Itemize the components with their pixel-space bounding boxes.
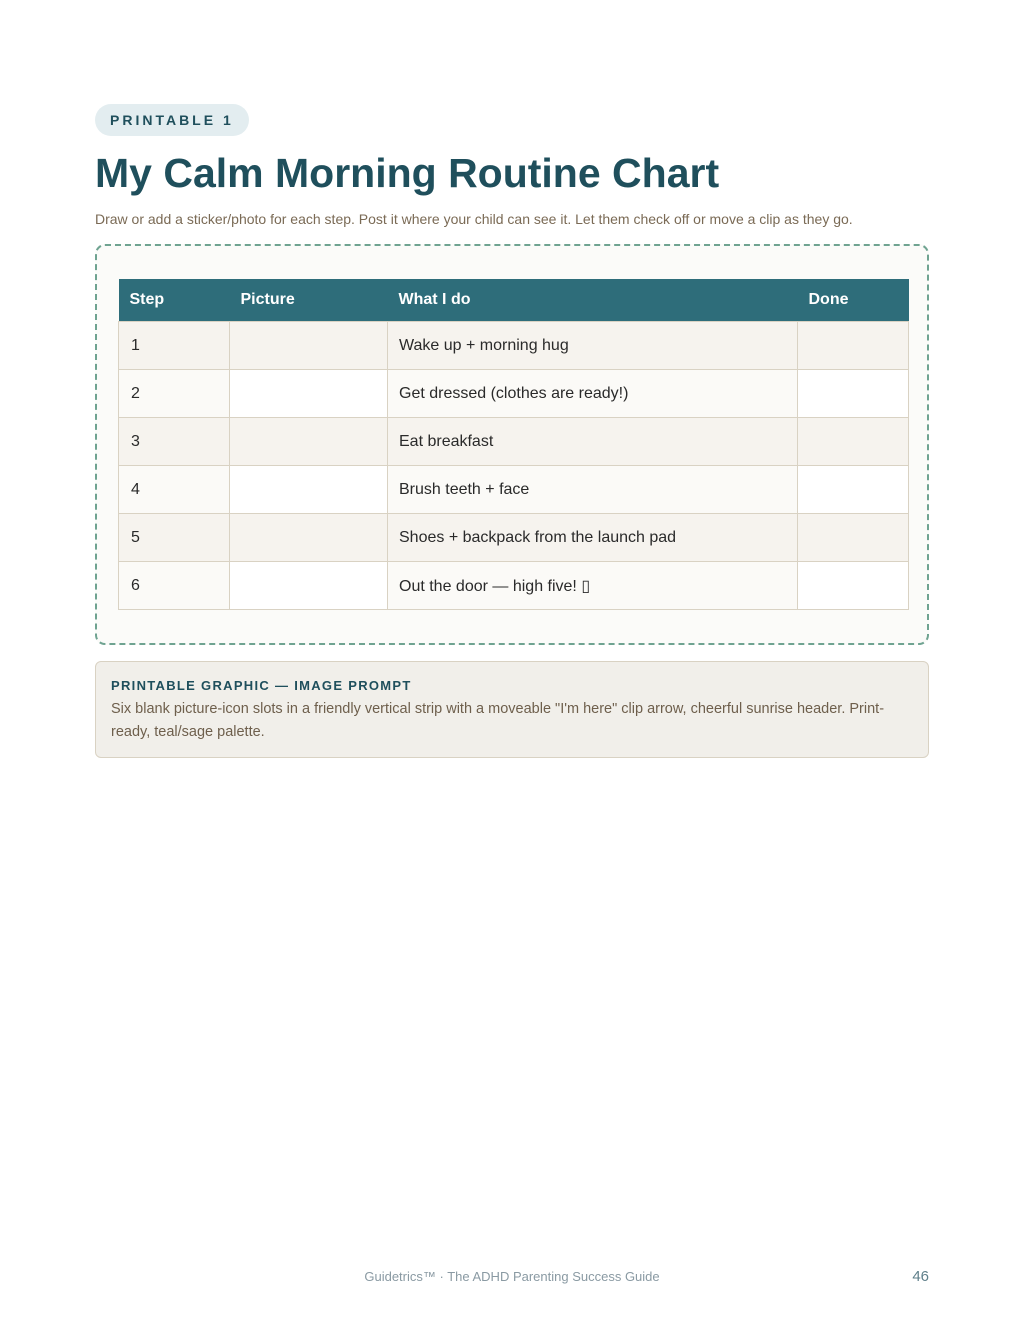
- routine-chart-box: [95, 244, 929, 645]
- page-number: 46: [912, 1268, 929, 1285]
- done-checkbox-cell[interactable]: [798, 514, 909, 562]
- done-checkbox-cell[interactable]: [798, 322, 909, 370]
- header-what-i-do: What I do: [388, 279, 798, 322]
- task-text: Wake up + morning hug: [388, 322, 798, 370]
- table-row: [119, 370, 909, 418]
- picture-slot[interactable]: [230, 418, 388, 466]
- picture-slot[interactable]: [230, 562, 388, 610]
- done-checkbox-cell[interactable]: [798, 466, 909, 514]
- table-row: [119, 514, 909, 562]
- table-row: [119, 562, 909, 610]
- routine-table: [118, 279, 909, 610]
- page-subtitle: Draw or add a sticker/photo for each step. Post it where your child can see it. Let them check off or move a clip as they go.: [95, 211, 853, 227]
- picture-slot[interactable]: [230, 514, 388, 562]
- done-checkbox-cell[interactable]: [798, 370, 909, 418]
- step-number: 2: [119, 370, 230, 418]
- table-header-row: [119, 279, 909, 322]
- step-number: 6: [119, 562, 230, 610]
- page-title: My Calm Morning Routine Chart: [95, 150, 720, 196]
- step-number: 3: [119, 418, 230, 466]
- table-row: [119, 322, 909, 370]
- step-number: 1: [119, 322, 230, 370]
- done-checkbox-cell[interactable]: [798, 562, 909, 610]
- page-content: [95, 104, 929, 758]
- task-text: Get dressed (clothes are ready!): [388, 370, 798, 418]
- task-text: Brush teeth + face: [388, 466, 798, 514]
- task-text: Eat breakfast: [388, 418, 798, 466]
- image-prompt-box: [95, 661, 929, 758]
- table-row: [119, 418, 909, 466]
- task-text: Out the door — high five! ▯: [388, 562, 798, 610]
- printable-badge: PRINTABLE 1: [95, 104, 249, 136]
- task-text: Shoes + backpack from the launch pad: [388, 514, 798, 562]
- step-number: 4: [119, 466, 230, 514]
- header-step: Step: [119, 279, 230, 322]
- image-prompt-body: Six blank picture-icon slots in a friendly vertical strip with a moveable "I'm here" clip arrow, cheerful sunrise header. Print-ready, teal/sage palette.: [111, 701, 885, 740]
- picture-slot[interactable]: [230, 322, 388, 370]
- done-checkbox-cell[interactable]: [798, 418, 909, 466]
- header-picture: Picture: [230, 279, 388, 322]
- step-number: 5: [119, 514, 230, 562]
- table-row: [119, 466, 909, 514]
- picture-slot[interactable]: [230, 466, 388, 514]
- header-done: Done: [798, 279, 909, 322]
- image-prompt-heading: PRINTABLE GRAPHIC — IMAGE PROMPT: [111, 678, 412, 693]
- footer-text: Guidetrics™ · The ADHD Parenting Success Guide: [364, 1269, 660, 1284]
- picture-slot[interactable]: [230, 370, 388, 418]
